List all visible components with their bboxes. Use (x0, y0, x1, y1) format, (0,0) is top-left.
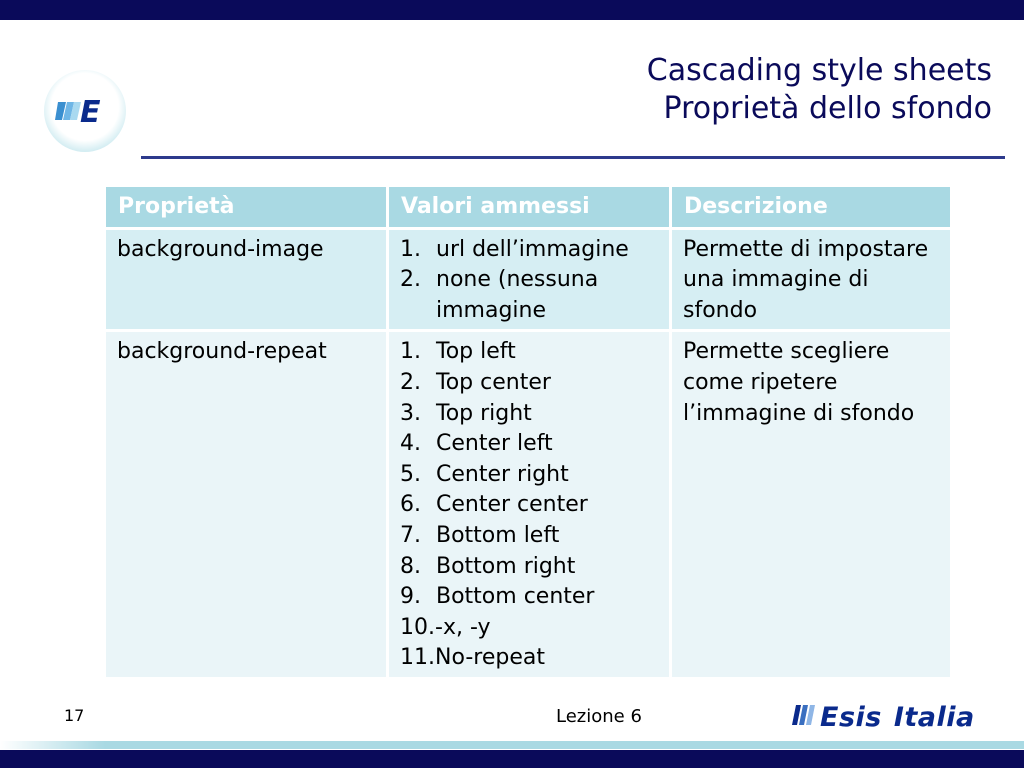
svg-text:E: E (80, 95, 101, 130)
item-number: 3. (400, 400, 421, 426)
values-list (400, 337, 659, 674)
cell-values (388, 331, 671, 679)
item-text: none (nessuna immagine (436, 267, 599, 323)
list-item (400, 490, 659, 521)
bottom-band (105, 741, 1024, 749)
list-item (400, 265, 659, 326)
item-text: Bottom left (436, 522, 560, 548)
item-text: Center right (436, 461, 569, 487)
list-item (400, 582, 659, 613)
footer-lesson: Lezione 6 (556, 706, 642, 727)
item-number: 2. (400, 267, 421, 293)
list-item (400, 399, 659, 430)
item-number: 5. (400, 461, 421, 487)
list-item (400, 521, 659, 552)
header-description: Descrizione (671, 186, 952, 229)
list-item (400, 552, 659, 583)
brand-stripes-icon (790, 703, 818, 734)
bottom-band-fade (0, 741, 105, 749)
header-allowed-values: Valori ammessi (388, 186, 671, 229)
item-number: 2. (400, 369, 421, 395)
item-number: 1. (400, 339, 421, 365)
brand-word-italia: Italia (893, 702, 975, 733)
top-bar (0, 0, 1024, 20)
logo-we-circle-icon (44, 70, 126, 152)
item-text: Top left (436, 339, 516, 365)
item-number: 11. (400, 645, 435, 671)
item-text: Center left (436, 431, 553, 457)
title-divider (141, 156, 1005, 159)
item-text: -x, -y (435, 614, 491, 640)
list-item (400, 643, 659, 674)
item-text: Top right (436, 400, 532, 426)
list-item (400, 613, 659, 644)
table-row (105, 228, 952, 331)
item-text: No-repeat (435, 645, 545, 671)
cell-values (388, 228, 671, 331)
list-item (400, 368, 659, 399)
item-number: 4. (400, 431, 421, 457)
properties-table (103, 184, 953, 680)
title-line-1: Cascading style sheets (646, 53, 992, 88)
list-item (400, 235, 659, 266)
cell-description: Permette di impostare una immagine di sfondo (671, 228, 952, 331)
item-text: Center center (436, 492, 588, 518)
page-number: 17 (64, 706, 85, 725)
table-header-row (105, 186, 952, 229)
slide-title (392, 52, 992, 128)
item-number: 6. (400, 492, 421, 518)
table-row (105, 331, 952, 679)
cell-property: background-image (105, 228, 388, 331)
item-text: Bottom center (436, 584, 595, 610)
brand-word-esis: Esis (820, 702, 882, 733)
item-number: 7. (400, 522, 421, 548)
item-number: 1. (400, 236, 421, 262)
list-item (400, 460, 659, 491)
list-item (400, 429, 659, 460)
header-property: Proprietà (105, 186, 388, 229)
bottom-bar (0, 750, 1024, 768)
values-list (400, 235, 659, 327)
title-line-2: Proprietà dello sfondo (663, 91, 992, 126)
cell-description: Permette scegliere come ripetere l’immagine di sfondo (671, 331, 952, 679)
cell-property: background-repeat (105, 331, 388, 679)
item-text: Bottom right (436, 553, 576, 579)
item-number: 8. (400, 553, 421, 579)
item-number: 9. (400, 584, 421, 610)
item-text: Top center (436, 369, 551, 395)
brand-logo (790, 702, 1010, 732)
list-item (400, 337, 659, 368)
item-text: url dell’immagine (436, 236, 629, 262)
item-number: 10. (400, 614, 435, 640)
